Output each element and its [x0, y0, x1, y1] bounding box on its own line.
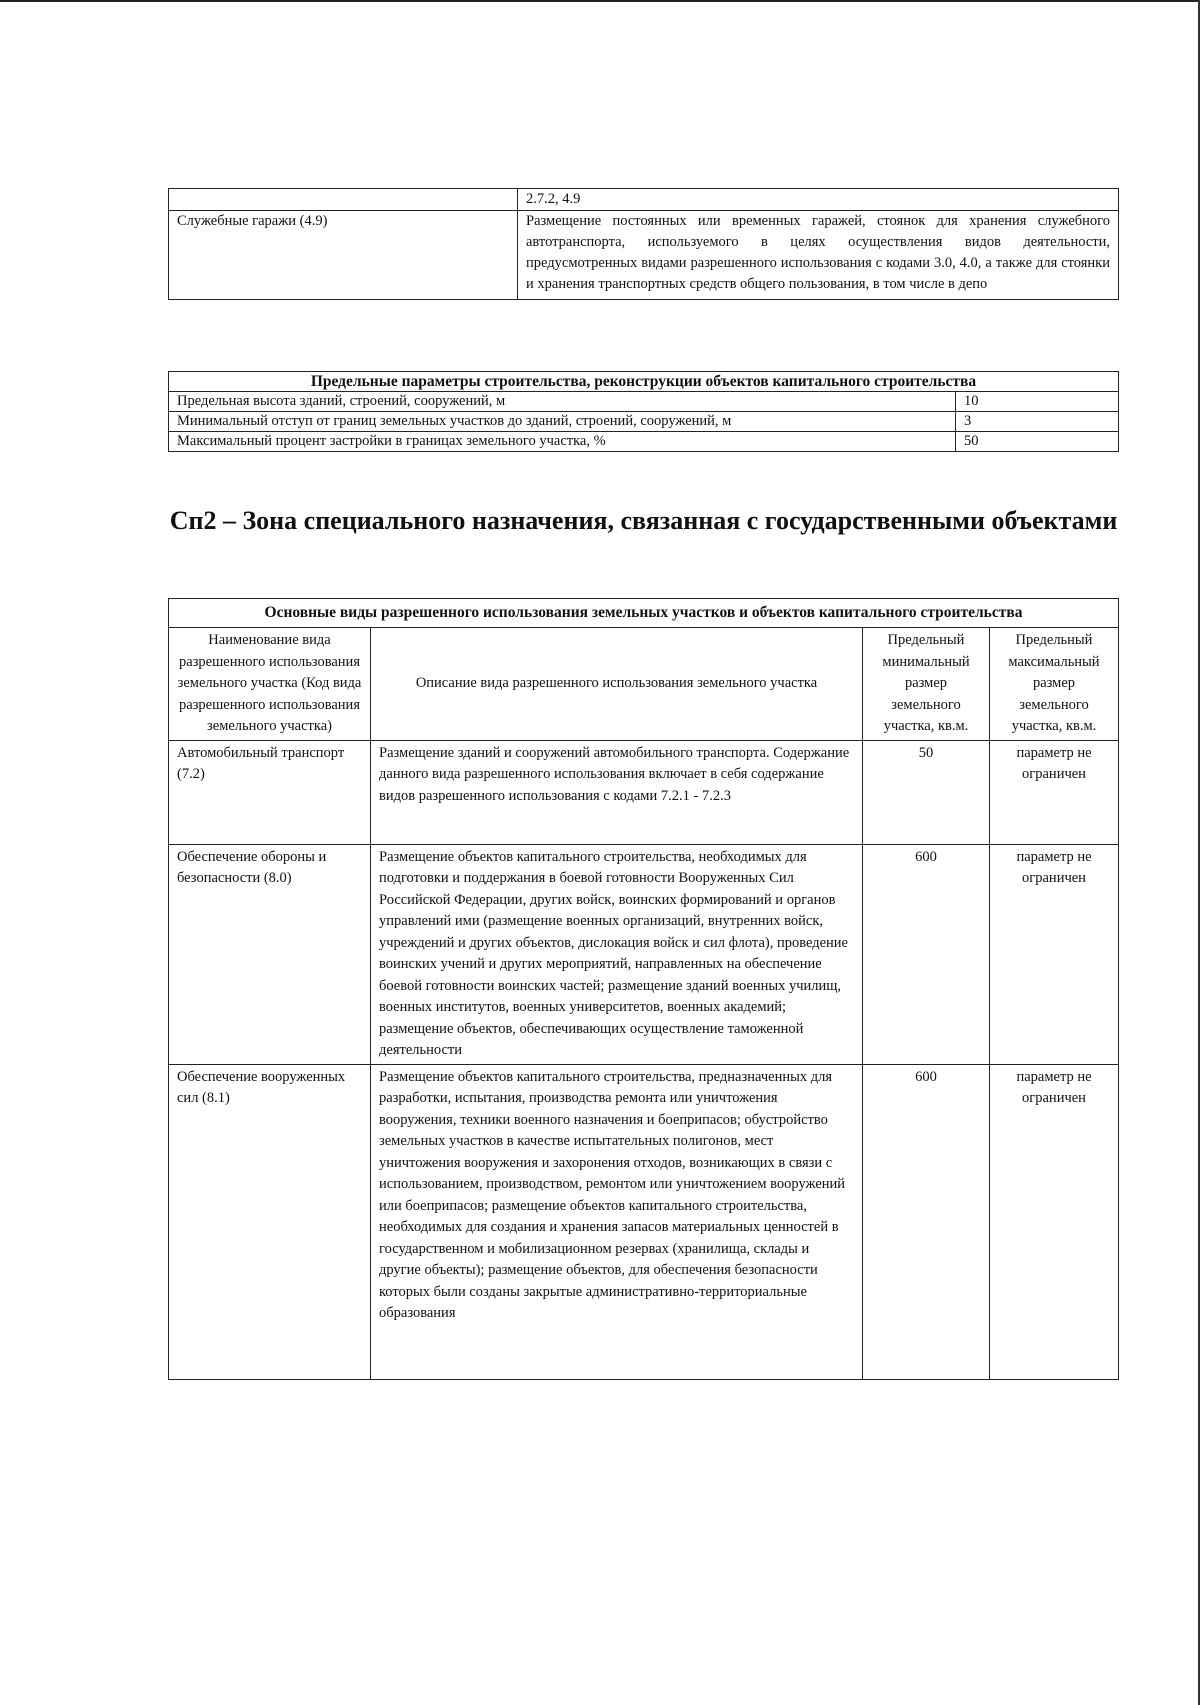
table-row: [169, 1064, 1119, 1379]
table-row: [169, 740, 1119, 844]
table-row: [169, 432, 1119, 452]
min-size-cell: 50: [863, 740, 990, 844]
column-header-name: Наименование вида разрешенного использования земельного участка (Код вида разрешенного использования земельного участка): [169, 628, 371, 741]
use-description-cell: 2.7.2, 4.9: [518, 189, 1119, 211]
use-name-cell: [169, 189, 518, 211]
column-header-description: Описание вида разрешенного использования земельного участка: [371, 628, 863, 741]
permitted-uses-table: [168, 598, 1119, 1380]
table-caption-row: [169, 599, 1119, 628]
param-label: Максимальный процент застройки в границах земельного участка, %: [169, 432, 956, 452]
limit-params-header: Предельные параметры строительства, реконструкции объектов капитального строительства: [169, 372, 1119, 392]
scan-edge-top: [0, 0, 1200, 2]
min-size-cell: 600: [863, 844, 990, 1064]
use-description-cell: Размещение зданий и сооружений автомобильного транспорта. Содержание данного вида разрешенного использования включает в себя содержание видов разрешенного использования с кодами 7.2.1 - 7.2.3: [371, 740, 863, 844]
use-name-cell: Обеспечение вооруженных сил (8.1): [169, 1064, 371, 1379]
table-row: [169, 844, 1119, 1064]
table-row: [169, 392, 1119, 412]
max-size-cell: параметр не ограничен: [990, 740, 1119, 844]
param-value: 10: [956, 392, 1119, 412]
use-name-cell: Обеспечение обороны и безопасности (8.0): [169, 844, 371, 1064]
zone-title: Сп2 – Зона специального назначения, связанная с государственными объектами: [169, 506, 1118, 535]
column-header-min-size: Предельный минимальный размер земельного участка, кв.м.: [863, 628, 990, 741]
garages-table: [168, 188, 1119, 300]
param-label: Предельная высота зданий, строений, сооружений, м: [169, 392, 956, 412]
param-value: 3: [956, 412, 1119, 432]
use-name-cell: Автомобильный транспорт (7.2): [169, 740, 371, 844]
column-header-max-size: Предельный максимальный размер земельного участка, кв.м.: [990, 628, 1119, 741]
permitted-uses-caption: Основные виды разрешенного использования земельных участков и объектов капитального строительства: [169, 599, 1119, 628]
use-description-cell: Размещение объектов капитального строительства, предназначенных для разработки, испытания, производства ремонта или уничтожения вооружения, техники военного назначения и боеприпасов; обустройство земельных участков в качестве испытательных полигонов, мест уничтожения вооружения и захоронения отходов, возникающих в связи с использованием, производством, ремонтом или уничтожением вооружений или боеприпасов; размещение объектов капитального строительства, необходимых для создания и хранения запасов материальных ценностей в государственном и мобилизационном резервах (хранилища, склады и другие объекты); размещение объектов, для обеспечения безопасности которых были созданы закрытые административно-территориальные образования: [371, 1064, 863, 1379]
limit-params-table: [168, 371, 1119, 452]
table-row: [169, 211, 1119, 300]
table-row: [169, 412, 1119, 432]
use-description-cell: Размещение постоянных или временных гаражей, стоянок для хранения служебного автотранспорта, используемого в целях осуществления видов деятельности, предусмотренных видами разрешенного использования с кодами 3.0, 4.0, а также для стоянки и хранения транспортных средств общего пользования, в том числе в депо: [518, 211, 1119, 300]
param-label: Минимальный отступ от границ земельных участков до зданий, строений, сооружений, м: [169, 412, 956, 432]
min-size-cell: 600: [863, 1064, 990, 1379]
table-row: [169, 189, 1119, 211]
use-name-cell: Служебные гаражи (4.9): [169, 211, 518, 300]
use-description-cell: Размещение объектов капитального строительства, необходимых для подготовки и поддержания в боевой готовности Вооруженных Сил Российской Федерации, других войск, воинских формирований и органов управлений ими (размещение военных организаций, внутренних войск, учреждений и других объектов, дислокация войск и сил флота), проведение воинских учений и других мероприятий, направленных на обеспечение боевой готовности воинских частей; размещение зданий военных училищ, военных институтов, военных университетов, военных академий; размещение объектов, обеспечивающих осуществление таможенной деятельности: [371, 844, 863, 1064]
max-size-cell: параметр не ограничен: [990, 1064, 1119, 1379]
table-header-row: [169, 372, 1119, 392]
param-value: 50: [956, 432, 1119, 452]
table-header-row: [169, 628, 1119, 741]
max-size-cell: параметр не ограничен: [990, 844, 1119, 1064]
